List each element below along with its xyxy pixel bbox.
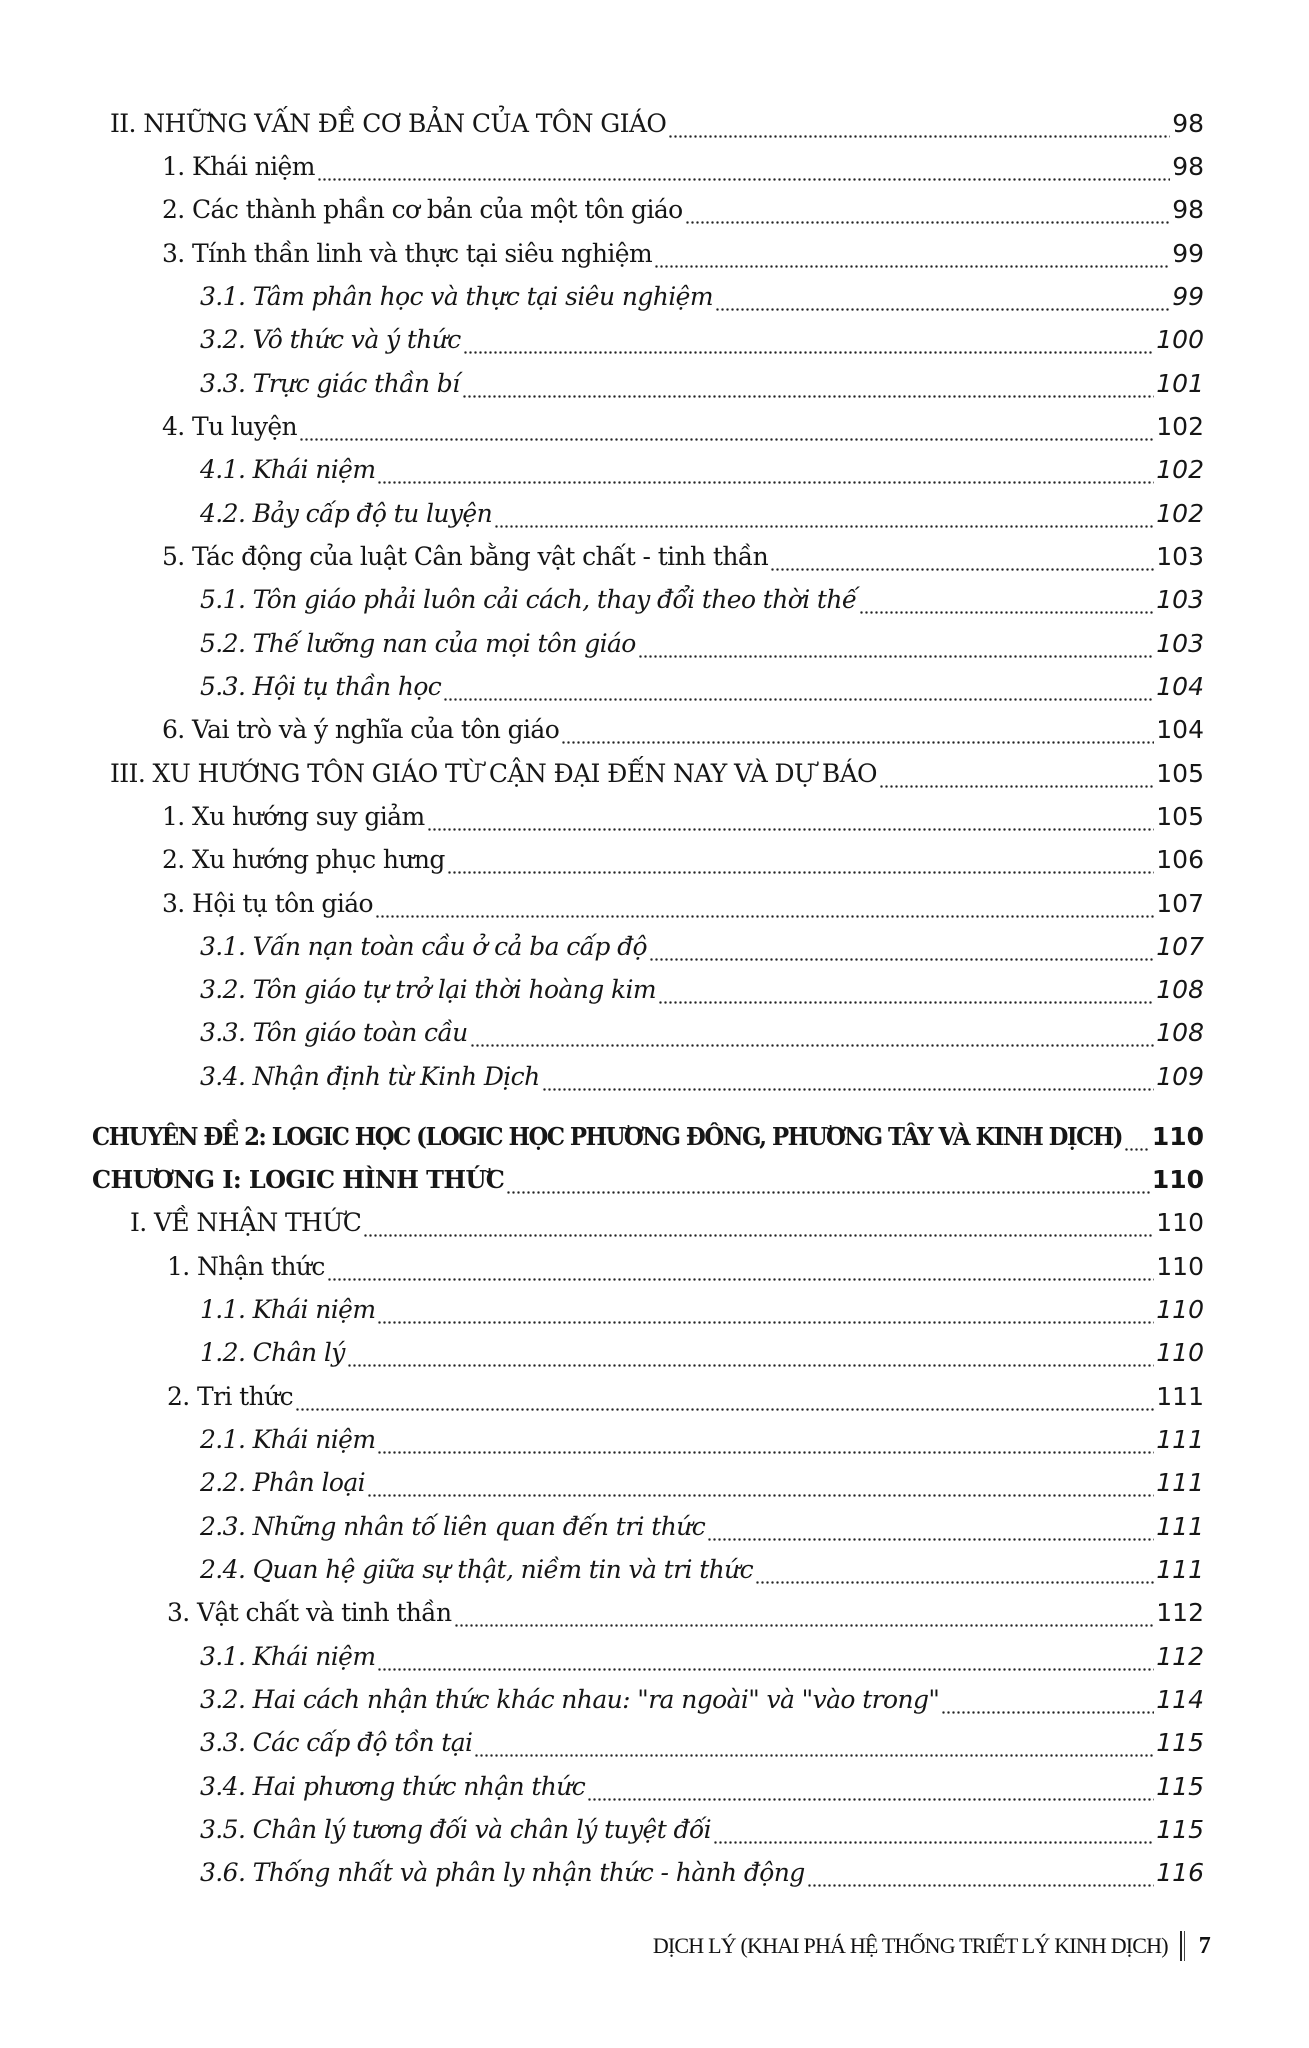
toc-entry-label: 3.5. Chân lý tương đối và chân lý tuyệt đối [200,1815,712,1844]
toc-entry-chapter[interactable] [92,1160,1204,1200]
toc-entry[interactable] [130,1203,1204,1243]
dot-leader [506,1160,1150,1200]
toc-entry[interactable] [110,104,1204,144]
toc-entry-page: 98 [1172,195,1204,224]
dot-leader [447,840,1154,880]
dot-leader [755,1550,1154,1590]
dot-leader [317,147,1170,187]
toc-entry-page: 115 [1156,1728,1204,1757]
dot-leader [649,927,1154,967]
toc-entry[interactable] [200,624,1204,664]
toc-entry-label: 1.1. Khái niệm [200,1295,376,1324]
toc-entry[interactable] [200,1013,1204,1053]
toc-entry-label: 3.3. Tôn giáo toàn cầu [200,1018,468,1047]
dot-leader [654,234,1170,274]
toc-entry-label: 5. Tác động của luật Cân bằng vật chất - tinh thần [162,542,769,571]
toc-entry[interactable] [200,1680,1204,1720]
dot-leader [879,754,1154,794]
toc-entry-page: 108 [1156,975,1204,1004]
toc-entry[interactable] [200,1507,1204,1547]
toc-entry[interactable] [200,364,1204,404]
dot-leader [1124,1117,1150,1157]
toc-entry-page: 102 [1156,499,1204,528]
toc-entry[interactable] [162,147,1204,187]
toc-entry-page: 104 [1156,715,1204,744]
toc-entry-page: 114 [1156,1685,1204,1714]
toc-entry-page: 110 [1151,1165,1204,1194]
toc-entry[interactable] [200,494,1204,534]
toc-entry[interactable] [200,1637,1204,1677]
dot-leader [454,1593,1155,1633]
footer-divider [1180,1931,1185,1961]
toc-entry-label: I. VỀ NHẬN THỨC [130,1208,362,1237]
dot-leader [377,1290,1154,1330]
toc-entry[interactable] [200,1057,1204,1097]
toc-entry[interactable] [200,970,1204,1010]
dot-leader [443,667,1154,707]
toc-entry-topic[interactable] [92,1117,1204,1157]
toc-entry-page: 110 [1156,1208,1204,1237]
toc-entry-label: 3.1. Tâm phân học và thực tại siêu nghiệm [200,282,713,311]
toc-entry-page: 98 [1172,109,1204,138]
toc-entry-page: 108 [1156,1018,1204,1047]
dot-leader [427,797,1155,837]
toc-entry-label: 3. Tính thần linh và thực tại siêu nghiệm [162,239,653,268]
toc-entry-label: 2.3. Những nhân tố liên quan đến tri thức [200,1512,706,1541]
dot-leader [363,1203,1154,1243]
toc-entry-page: 103 [1156,542,1204,571]
toc-entry-page: 109 [1156,1062,1204,1091]
page-footer [590,1924,1210,1968]
toc-entry-page: 111 [1156,1382,1204,1411]
toc-entry[interactable] [162,797,1204,837]
toc-entry-label: CHUYÊN ĐỀ 2: LOGIC HỌC (LOGIC HỌC PHƯƠNG ĐÔNG, PHƯƠNG TÂY VÀ KINH DỊCH) [92,1122,1123,1151]
toc-entry[interactable] [200,1463,1204,1503]
toc-entry-label: 4.2. Bảy cấp độ tu luyện [200,499,493,528]
toc-entry-label: 3.1. Vấn nạn toàn cầu ở cả ba cấp độ [200,932,647,961]
toc-entry-label: 2. Các thành phần cơ bản của một tôn giáo [162,195,683,224]
toc-entry[interactable] [200,580,1204,620]
toc-entry-label: CHƯƠNG I: LOGIC HÌNH THỨC [92,1165,505,1194]
toc-entry[interactable] [162,710,1204,750]
toc-entry-page: 112 [1156,1642,1204,1671]
dot-leader [542,1057,1155,1097]
toc-entry-page: 110 [1151,1122,1204,1151]
toc-entry-label: 1. Xu hướng suy giảm [162,802,425,831]
toc-entry-label: 2. Tri thức [167,1382,294,1411]
toc-entry[interactable] [200,1550,1204,1590]
dot-leader [587,1767,1154,1807]
toc-entry-label: 3.2. Tôn giáo tự trở lại thời hoàng kim [200,975,657,1004]
toc-entry-page: 115 [1156,1772,1204,1801]
dot-leader [463,320,1155,360]
toc-entry-label: 3.1. Khái niệm [200,1642,376,1671]
toc-entry-page: 110 [1156,1295,1204,1324]
toc-entry-page: 116 [1156,1858,1204,1887]
toc-entry-page: 103 [1156,629,1204,658]
toc-entry-label: 3.4. Hai phương thức nhận thức [200,1772,586,1801]
toc-entry-label: 3.3. Trực giác thần bí [200,369,460,398]
dot-leader [707,1507,1154,1547]
running-book-title: DỊCH LÝ (KHAI PHÁ HỆ THỐNG TRIẾT LÝ KINH DỊCH) [652,1933,1168,1958]
toc-entry[interactable] [200,1853,1204,1893]
page-number: 7 [1198,1932,1210,1959]
toc-entry-label: 5.2. Thế lưỡng nan của mọi tôn giáo [200,629,636,658]
toc-entry-label: 3. Vật chất và tinh thần [167,1598,452,1627]
dot-leader [668,104,1170,144]
toc-entry-label: 3.2. Vô thức và ý thức [200,325,461,354]
toc-entry-page: 111 [1156,1555,1204,1584]
dot-leader [462,364,1155,404]
dot-leader [941,1680,1154,1720]
toc-entry-page: 110 [1156,1338,1204,1367]
toc-entry[interactable] [200,667,1204,707]
dot-leader [685,190,1171,230]
dot-leader [299,407,1154,447]
toc-entry-label: 3.4. Nhận định từ Kinh Dịch [200,1062,540,1091]
toc-entry[interactable] [167,1593,1204,1633]
toc-entry-label: 5.3. Hội tụ thần học [200,672,442,701]
dot-leader [859,580,1155,620]
dot-leader [377,1420,1154,1460]
toc-entry-label: 4. Tu luyện [162,412,298,441]
dot-leader [713,1810,1154,1850]
toc-entry-label: 3. Hội tụ tôn giáo [162,889,373,918]
toc-entry-label: 6. Vai trò và ý nghĩa của tôn giáo [162,715,560,744]
toc-entry-label: 2.2. Phân loại [200,1468,366,1497]
toc-entry-label: 3.3. Các cấp độ tồn tại [200,1728,473,1757]
toc-entry-page: 98 [1172,152,1204,181]
toc-entry-page: 102 [1156,455,1204,484]
dot-leader [658,970,1154,1010]
toc-entry[interactable] [162,407,1204,447]
dot-leader [327,1247,1155,1287]
toc-entry[interactable] [200,450,1204,490]
toc-entry[interactable] [200,927,1204,967]
toc-entry[interactable] [162,840,1204,880]
toc-entry[interactable] [200,1333,1204,1373]
toc-entry-label: II. NHỮNG VẤN ĐỀ CƠ BẢN CỦA TÔN GIÁO [110,109,667,138]
dot-leader [295,1377,1154,1417]
dot-leader [375,884,1154,924]
dot-leader [474,1723,1154,1763]
toc-entry-label: 4.1. Khái niệm [200,455,376,484]
dot-leader [561,710,1154,750]
toc-entry-page: 105 [1156,759,1204,788]
toc-entry-label: 5.1. Tôn giáo phải luôn cải cách, thay đổi theo thời thế [200,585,857,614]
dot-leader [347,1333,1155,1373]
toc-entry-page: 111 [1156,1512,1204,1541]
toc-entry[interactable] [200,320,1204,360]
toc-entry-label: 2. Xu hướng phục hưng [162,845,445,874]
toc-entry-label: 3.6. Thống nhất và phân ly nhận thức - hành động [200,1858,805,1887]
dot-leader [494,494,1154,534]
toc-entry-label: 1. Nhận thức [167,1252,325,1281]
toc-entry-page: 104 [1156,672,1204,701]
toc-entry[interactable] [162,190,1204,230]
toc-entry-page: 107 [1156,932,1204,961]
toc-entry-label: 2.1. Khái niệm [200,1425,376,1454]
toc-entry-page: 106 [1156,845,1204,874]
toc-entry[interactable] [200,277,1204,317]
toc-entry-label: III. XU HƯỚNG TÔN GIÁO TỪ CẬN ĐẠI ĐẾN NAY VÀ DỰ BÁO [110,759,877,788]
dot-leader [770,537,1154,577]
toc-entry[interactable] [162,234,1204,274]
toc-entry-page: 102 [1156,412,1204,441]
toc-entry[interactable] [110,754,1204,794]
toc-entry-page: 105 [1156,802,1204,831]
toc-entry-page: 112 [1156,1598,1204,1627]
toc-entry-page: 110 [1156,1252,1204,1281]
toc-entry[interactable] [167,1377,1204,1417]
dot-leader [638,624,1155,664]
toc-entry[interactable] [162,884,1204,924]
toc-entry[interactable] [200,1420,1204,1460]
toc-entry[interactable] [167,1247,1204,1287]
toc-entry-page: 99 [1172,239,1204,268]
toc-entry[interactable] [200,1767,1204,1807]
toc-entry[interactable] [162,537,1204,577]
dot-leader [807,1853,1155,1893]
toc-entry-page: 115 [1156,1815,1204,1844]
dot-leader [367,1463,1154,1503]
toc-entry-page: 107 [1156,889,1204,918]
toc-entry-label: 3.2. Hai cách nhận thức khác nhau: "ra ngoài" và "vào trong" [200,1685,940,1714]
toc-entry[interactable] [200,1723,1204,1763]
toc-entry[interactable] [200,1810,1204,1850]
dot-leader [470,1013,1155,1053]
toc-entry-label: 1.2. Chân lý [200,1338,345,1367]
toc-entry-label: 2.4. Quan hệ giữa sự thật, niềm tin và tri thức [200,1555,754,1584]
toc-entry-label: 1. Khái niệm [162,152,315,181]
dot-leader [377,450,1154,490]
toc-entry-page: 111 [1156,1468,1204,1497]
toc-entry-page: 99 [1172,282,1204,311]
dot-leader [377,1637,1154,1677]
toc-entry-page: 101 [1156,369,1204,398]
toc-entry-page: 103 [1156,585,1204,614]
toc-entry-page: 100 [1156,325,1204,354]
toc-entry[interactable] [200,1290,1204,1330]
dot-leader [715,277,1170,317]
toc-entry-page: 111 [1156,1425,1204,1454]
